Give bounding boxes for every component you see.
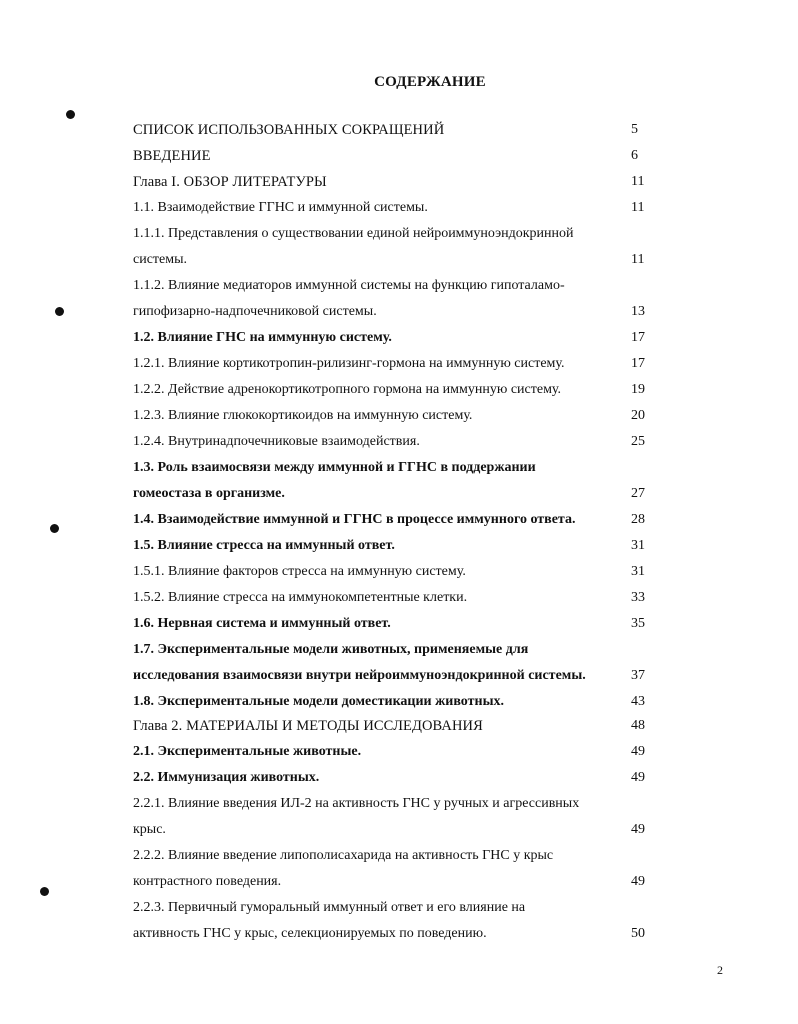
- toc-entry-text: 1.8. Экспериментальные модели доместикации животных.: [133, 694, 504, 709]
- page-title: СОДЕРЖАНИЕ: [374, 74, 486, 90]
- toc-entry-text-cont: системы.: [133, 252, 188, 267]
- toc-entry-text-cont: крыс.: [133, 822, 166, 837]
- toc-entry-text: ВВЕДЕНИЕ: [133, 148, 211, 164]
- toc-entry-text: 1.2. Влияние ГНС на иммунную систему.: [133, 330, 392, 345]
- toc-page-number: 49: [631, 744, 645, 759]
- toc-entry-text: 2.2.1. Влияние введения ИЛ-2 на активность ГНС у ручных и агрессивных: [133, 796, 580, 811]
- toc-page-number: 17: [631, 330, 645, 345]
- toc-page-number: 5: [631, 122, 638, 137]
- toc-page-number: 31: [631, 538, 645, 553]
- toc-page-number: 19: [631, 382, 645, 397]
- toc-page-number: 20: [631, 408, 645, 423]
- toc-entry-text: 1.7. Экспериментальные модели животных, применяемые для: [133, 642, 529, 657]
- toc-entry-text: 2.2. Иммунизация животных.: [133, 770, 320, 785]
- toc-entry-text-cont: исследования взаимосвязи внутри нейроиммуноэндокринной системы.: [133, 668, 586, 683]
- toc-entry-text: 1.3. Роль взаимосвязи между иммунной и ГГНС в поддержании: [133, 460, 536, 475]
- toc-entry-text: 1.2.3. Влияние глюкокортикоидов на иммунную систему.: [133, 408, 473, 423]
- toc-entry-text: 1.1.1. Представления о существовании единой нейроиммуноэндокринной: [133, 226, 574, 241]
- toc-page-number: 17: [631, 356, 645, 371]
- toc-page-number: 43: [631, 694, 645, 709]
- toc-entry-text: 1.1. Взаимодействие ГГНС и иммунной системы.: [133, 200, 428, 215]
- toc-page-number: 50: [631, 926, 645, 941]
- toc-entry-text: 2.1. Экспериментальные животные.: [133, 744, 362, 759]
- toc-page-number: 35: [631, 616, 645, 631]
- toc-entry-text: 1.5.1. Влияние факторов стресса на иммунную систему.: [133, 564, 466, 579]
- toc-page-number: 31: [631, 564, 645, 579]
- toc-page-number: 49: [631, 874, 645, 889]
- toc-entry-text: 1.2.1. Влияние кортикотропин-рилизинг-гормона на иммунную систему.: [133, 356, 565, 371]
- toc-page-number: 11: [631, 252, 645, 267]
- toc-page-number: 6: [631, 148, 638, 163]
- toc-page-number: 25: [631, 434, 645, 449]
- punch-hole-dot: [55, 307, 64, 316]
- toc-page-number: 11: [631, 200, 645, 215]
- toc-page-number: 48: [631, 718, 645, 733]
- toc-entry-text: 1.5.2. Влияние стресса на иммунокомпетентные клетки.: [133, 590, 468, 605]
- toc-entry-text: 1.2.2. Действие адренокортикотропного гормона на иммунную систему.: [133, 382, 562, 397]
- toc-page-number: 49: [631, 822, 645, 837]
- punch-hole-dot: [66, 110, 75, 119]
- toc-page-number: 28: [631, 512, 645, 527]
- punch-hole-dot: [50, 524, 59, 533]
- toc-page-number: 11: [631, 174, 645, 189]
- toc-page-number: 37: [631, 668, 645, 683]
- toc-page-number: 49: [631, 770, 645, 785]
- toc-entry-text: 1.6. Нервная система и иммунный ответ.: [133, 616, 391, 631]
- toc-entry-text-cont: активность ГНС у крыс, селекционируемых по поведению.: [133, 926, 487, 941]
- toc-page-number: 27: [631, 486, 645, 501]
- toc-page-number: 33: [631, 590, 645, 605]
- page-number: 2: [717, 963, 723, 977]
- toc-entry-text-cont: контрастного поведения.: [133, 874, 282, 889]
- toc-entry-text-cont: гомеостаза в организме.: [133, 486, 285, 501]
- toc-entry-text: 1.4. Взаимодействие иммунной и ГГНС в процессе иммунного ответа.: [133, 512, 576, 527]
- toc-entry-text: Глава 2. МАТЕРИАЛЫ И МЕТОДЫ ИССЛЕДОВАНИЯ: [133, 718, 483, 734]
- toc-entry-text: 1.1.2. Влияние медиаторов иммунной системы на функцию гипоталамо-: [133, 278, 565, 293]
- punch-hole-dot: [40, 887, 49, 896]
- toc-entry-text: Глава I. ОБЗОР ЛИТЕРАТУРЫ: [133, 174, 327, 190]
- toc-page-number: 13: [631, 304, 645, 319]
- toc-entry-text: 1.5. Влияние стресса на иммунный ответ.: [133, 538, 395, 553]
- toc-entry-text: 2.2.2. Влияние введение липополисахарида на активность ГНС у крыс: [133, 848, 554, 863]
- toc-entry-text: 2.2.3. Первичный гуморальный иммунный ответ и его влияние на: [133, 900, 526, 915]
- toc-entry-text-cont: гипофизарно-надпочечниковой системы.: [133, 304, 377, 319]
- toc-entry-text: 1.2.4. Внутринадпочечниковые взаимодействия.: [133, 434, 420, 449]
- toc-entry-text: СПИСОК ИСПОЛЬЗОВАННЫХ СОКРАЩЕНИЙ: [133, 122, 445, 138]
